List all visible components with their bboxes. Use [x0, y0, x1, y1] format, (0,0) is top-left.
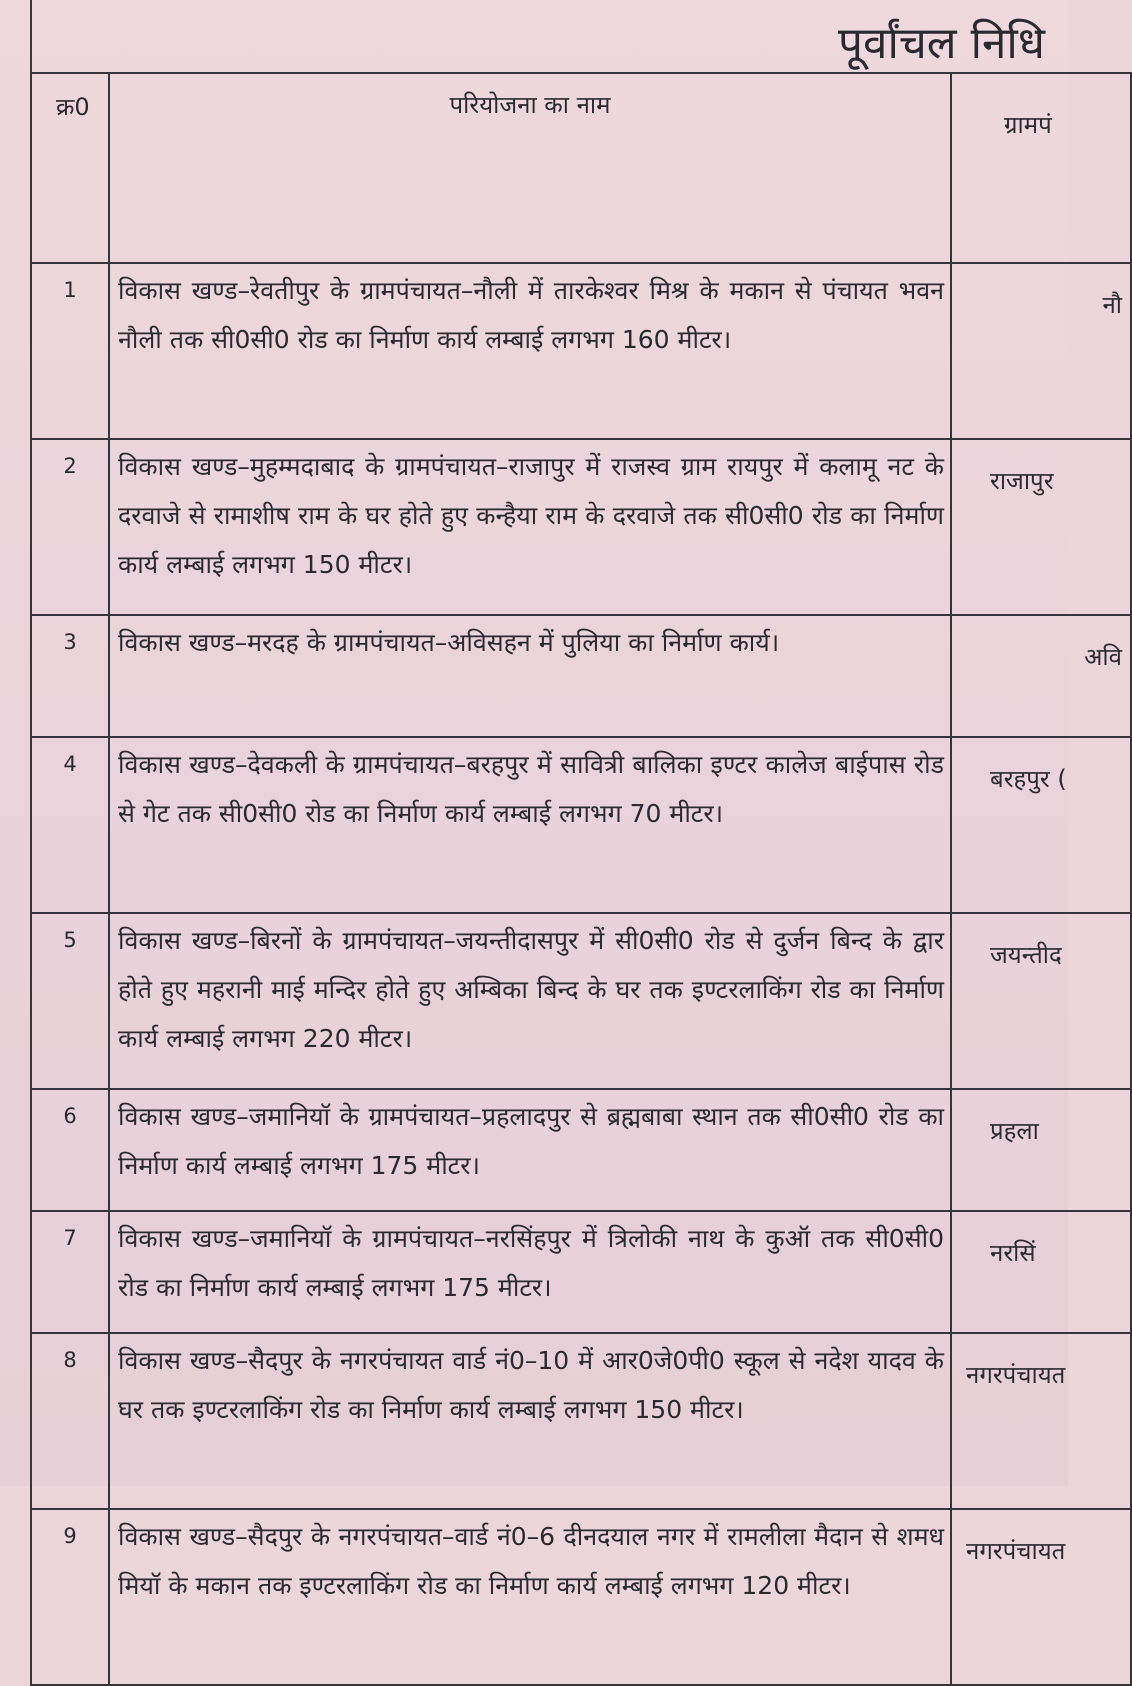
- serial-number-cell: 1: [31, 263, 109, 439]
- table-row: [31, 263, 1131, 439]
- table-row: [31, 439, 1131, 615]
- table-row: [31, 615, 1131, 737]
- serial-number-cell: 5: [31, 913, 109, 1089]
- gram-panchayat-cell: प्रहला: [951, 1089, 1131, 1211]
- project-name-cell: विकास खण्ड–सैदपुर के नगरपंचायत वार्ड नं0–10 में आर0जे0पी0 स्कूल से नदेश यादव के घर तक इण्टरलाकिंग रोड का निर्माण कार्य लम्बाई लगभग 150 मीटर।: [109, 1333, 951, 1509]
- margin-rule: [30, 0, 32, 72]
- project-name-cell: विकास खण्ड–रेवतीपुर के ग्रामपंचायत–नौली में तारकेश्वर मिश्र के मकान से पंचायत भवन नौली तक सी0सी0 रोड का निर्माण कार्य लम्बाई लगभग 160 मीटर।: [109, 263, 951, 439]
- serial-number-cell: 4: [31, 737, 109, 913]
- serial-number-cell: 6: [31, 1089, 109, 1211]
- gram-panchayat-cell: नगरपंचायत: [951, 1333, 1131, 1509]
- table-row: [31, 1211, 1131, 1333]
- project-name-cell: विकास खण्ड–सैदपुर के नगरपंचायत–वार्ड नं0–6 दीनदयाल नगर में रामलीला मैदान से शमध मियॉ के मकान तक इण्टरलाकिंग रोड का निर्माण कार्य लम्बाई लगभग 120 मीटर।: [109, 1509, 951, 1685]
- serial-number-cell: 8: [31, 1333, 109, 1509]
- table-row: [31, 1509, 1131, 1685]
- serial-number-cell: 3: [31, 615, 109, 737]
- gram-panchayat-cell: जयन्तीद: [951, 913, 1131, 1089]
- serial-number-cell: 9: [31, 1509, 109, 1685]
- gram-panchayat-cell: राजापुर: [951, 439, 1131, 615]
- project-name-cell: विकास खण्ड–देवकली के ग्रामपंचायत–बरहपुर में सावित्री बालिका इण्टर कालेज बाईपास रोड से गेट तक सी0सी0 रोड का निर्माण कार्य लम्बाई लगभग 70 मीटर।: [109, 737, 951, 913]
- project-name-cell: विकास खण्ड–मुहम्मदाबाद के ग्रामपंचायत–राजापुर में राजस्व ग्राम रायपुर में कलामू नट के दरवाजे से रामाशीष राम के घर होते हुए कन्हैया राम के दरवाजे तक सी0सी0 रोड का निर्माण कार्य लम्बाई लगभग 150 मीटर।: [109, 439, 951, 615]
- gram-panchayat-cell: अवि: [951, 615, 1131, 737]
- project-table: [30, 72, 1132, 1686]
- table-row: [31, 737, 1131, 913]
- header-gram-panchayat: ग्रामपं: [951, 73, 1131, 263]
- gram-panchayat-cell: नौ: [951, 263, 1131, 439]
- page-title: पूर्वांचल निधि: [838, 18, 1045, 69]
- header-project-name: परियोजना का नाम: [109, 73, 951, 263]
- table-header-row: [31, 73, 1131, 263]
- table-row: [31, 1333, 1131, 1509]
- gram-panchayat-cell: नरसिं: [951, 1211, 1131, 1333]
- header-serial-number: क्र0: [31, 73, 109, 263]
- table-row: [31, 1089, 1131, 1211]
- project-name-cell: विकास खण्ड–जमानियॉ के ग्रामपंचायत–नरसिंहपुर में त्रिलोकी नाथ के कुऑ तक सी0सी0 रोड का निर्माण कार्य लम्बाई लगभग 175 मीटर।: [109, 1211, 951, 1333]
- serial-number-cell: 7: [31, 1211, 109, 1333]
- serial-number-cell: 2: [31, 439, 109, 615]
- project-name-cell: विकास खण्ड–मरदह के ग्रामपंचायत–अविसहन में पुलिया का निर्माण कार्य।: [109, 615, 951, 737]
- table-row: [31, 913, 1131, 1089]
- gram-panchayat-cell: नगरपंचायत: [951, 1509, 1131, 1685]
- project-name-cell: विकास खण्ड–बिरनों के ग्रामपंचायत–जयन्तीदासपुर में सी0सी0 रोड से दुर्जन बिन्द के द्वार होते हुए महरानी माई मन्दिर होते हुए अम्बिका बिन्द के घर तक इण्टरलाकिंग रोड का निर्माण कार्य लम्बाई लगभग 220 मीटर।: [109, 913, 951, 1089]
- gram-panchayat-cell: बरहपुर (: [951, 737, 1131, 913]
- project-name-cell: विकास खण्ड–जमानियॉ के ग्रामपंचायत–प्रहलादपुर से ब्रह्मबाबा स्थान तक सी0सी0 रोड का निर्माण कार्य लम्बाई लगभग 175 मीटर।: [109, 1089, 951, 1211]
